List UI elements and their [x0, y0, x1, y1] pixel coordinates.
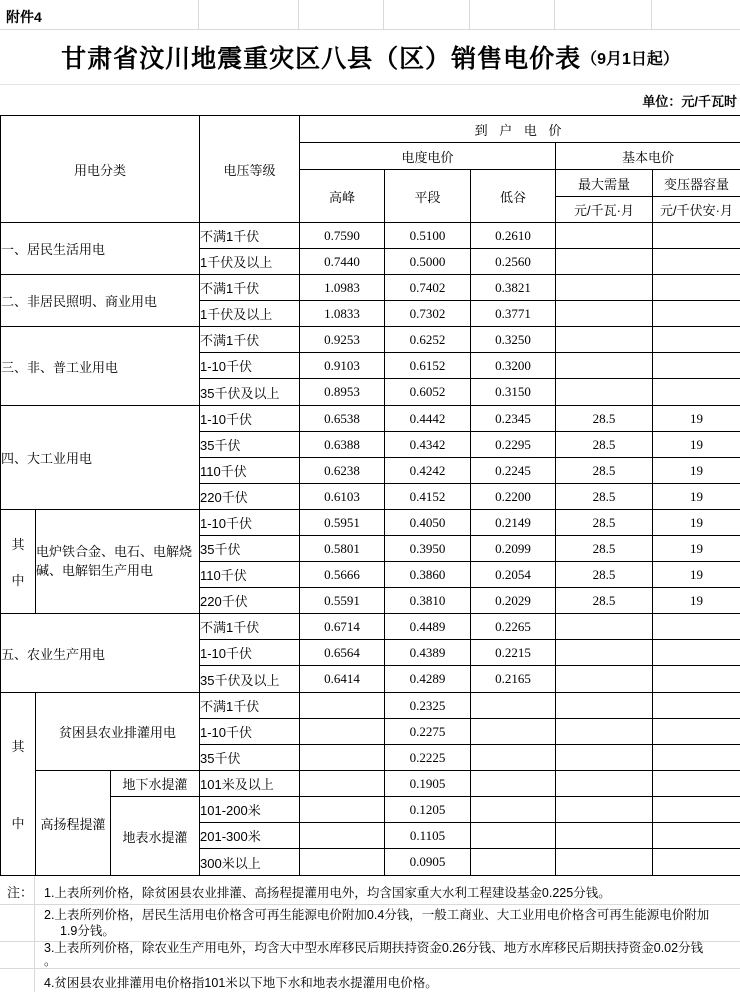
- capacity-cell: 19: [653, 432, 740, 458]
- price-peak-cell: [300, 771, 385, 797]
- price-peak-cell: 0.5801: [300, 536, 385, 562]
- price-flat-cell: 0.4489: [385, 614, 471, 640]
- price-valley-cell: 0.2054: [471, 562, 556, 588]
- price-peak-cell: [300, 823, 385, 849]
- price-flat-cell: 0.3810: [385, 588, 471, 614]
- header-peak: 高峰: [300, 170, 385, 223]
- header-max-demand: 最大需量: [556, 170, 653, 197]
- capacity-cell: [653, 771, 740, 797]
- empty-grid-cell: [384, 0, 470, 29]
- capacity-cell: 19: [653, 536, 740, 562]
- price-flat-cell: 0.2275: [385, 719, 471, 745]
- price-valley-cell: [471, 797, 556, 823]
- table-row: [1, 510, 740, 536]
- capacity-cell: [653, 719, 740, 745]
- table-row: [1, 771, 740, 797]
- demand-cell: [556, 771, 653, 797]
- demand-cell: [556, 666, 653, 693]
- voltage-cell: 35千伏及以上: [200, 666, 300, 693]
- price-flat-cell: 0.1105: [385, 823, 471, 849]
- capacity-cell: [653, 745, 740, 771]
- price-peak-cell: [300, 849, 385, 876]
- empty-grid-cell: [470, 0, 555, 29]
- capacity-cell: 19: [653, 510, 740, 536]
- price-peak-cell: 0.6414: [300, 666, 385, 693]
- demand-cell: [556, 275, 653, 301]
- category-electro-furnace: 电炉铁合金、电石、电解烧碱、电解铝生产用电: [36, 510, 200, 614]
- price-flat-cell: 0.5000: [385, 249, 471, 275]
- capacity-cell: [653, 249, 740, 275]
- voltage-cell: 35千伏: [200, 432, 300, 458]
- notes-section: [0, 876, 740, 992]
- demand-cell: [556, 693, 653, 719]
- price-peak-cell: [300, 693, 385, 719]
- price-peak-cell: 0.6388: [300, 432, 385, 458]
- price-valley-cell: [471, 719, 556, 745]
- header-voltage-level: 电压等级: [200, 116, 300, 223]
- qizhong-bottom: 中: [11, 573, 25, 588]
- table-row: [1, 327, 740, 353]
- price-valley-cell: 0.2165: [471, 666, 556, 693]
- price-valley-cell: 0.2149: [471, 510, 556, 536]
- price-valley-cell: 0.2215: [471, 640, 556, 666]
- note-row: [0, 876, 740, 904]
- top-grid-row: [0, 0, 740, 30]
- category-groundwater-lift: 地下水提灌: [111, 771, 200, 797]
- price-valley-cell: 0.2099: [471, 536, 556, 562]
- title-row: [0, 30, 740, 85]
- price-valley-cell: [471, 823, 556, 849]
- voltage-cell: 300米以上: [200, 849, 300, 876]
- qizhong-cell: [1, 693, 36, 876]
- price-valley-cell: 0.3821: [471, 275, 556, 301]
- header-max-demand-unit: 元/千瓦·月: [556, 197, 653, 223]
- demand-cell: [556, 640, 653, 666]
- capacity-cell: [653, 849, 740, 876]
- price-flat-cell: 0.2225: [385, 745, 471, 771]
- note-row: [0, 941, 740, 968]
- category-non-residential: 二、非居民照明、商业用电: [1, 275, 200, 327]
- demand-cell: [556, 823, 653, 849]
- page-title: 甘肃省汶川地震重灾区八县（区）销售电价表: [61, 45, 582, 73]
- empty-grid-cell: [555, 0, 652, 29]
- header-transformer-unit: 元/千伏安·月: [653, 197, 740, 223]
- price-flat-cell: 0.5100: [385, 223, 471, 249]
- table-row: [1, 223, 740, 249]
- capacity-cell: 19: [653, 562, 740, 588]
- price-peak-cell: 0.5951: [300, 510, 385, 536]
- voltage-cell: 不满1千伏: [200, 614, 300, 640]
- price-peak-cell: 0.6714: [300, 614, 385, 640]
- price-flat-cell: 0.4152: [385, 484, 471, 510]
- price-flat-cell: 0.6152: [385, 353, 471, 379]
- qizhong-bottom: 中: [11, 816, 25, 831]
- price-flat-cell: 0.4389: [385, 640, 471, 666]
- price-flat-cell: 0.6252: [385, 327, 471, 353]
- category-surface-water-lift: 地表水提灌: [111, 797, 200, 876]
- capacity-cell: 19: [653, 588, 740, 614]
- category-residential: 一、居民生活用电: [1, 223, 200, 275]
- demand-cell: 28.5: [556, 536, 653, 562]
- category-agricultural: 五、农业生产用电: [1, 614, 200, 693]
- demand-cell: [556, 353, 653, 379]
- qizhong-top: 其: [11, 537, 25, 552]
- header-transformer-capacity: 变压器容量: [653, 170, 740, 197]
- price-valley-cell: 0.3150: [471, 379, 556, 406]
- header-energy-price: 电度电价: [300, 143, 556, 170]
- table-row: [1, 797, 740, 823]
- capacity-cell: [653, 640, 740, 666]
- capacity-cell: [653, 614, 740, 640]
- voltage-cell: 101-200米: [200, 797, 300, 823]
- price-flat-cell: 0.4050: [385, 510, 471, 536]
- category-high-lift-irrigation: 高扬程提灌: [36, 771, 111, 876]
- note-3-line-1: 3.上表所列价格，除农业生产用电外，均含大中型水库移民后期扶持资金0.26分钱、地方水库移民后期扶持资金0.02分钱: [44, 941, 704, 955]
- demand-cell: 28.5: [556, 458, 653, 484]
- demand-cell: [556, 797, 653, 823]
- qizhong-top: 其: [11, 739, 25, 754]
- demand-cell: [556, 614, 653, 640]
- demand-cell: 28.5: [556, 562, 653, 588]
- price-peak-cell: 0.8953: [300, 379, 385, 406]
- price-peak-cell: 0.6564: [300, 640, 385, 666]
- demand-cell: 28.5: [556, 484, 653, 510]
- price-valley-cell: 0.2245: [471, 458, 556, 484]
- price-valley-cell: [471, 693, 556, 719]
- capacity-cell: [653, 823, 740, 849]
- unit-row: [0, 85, 740, 115]
- table-row: [1, 406, 740, 432]
- price-peak-cell: 0.6238: [300, 458, 385, 484]
- price-valley-cell: 0.2610: [471, 223, 556, 249]
- empty-grid-cell: [652, 0, 740, 29]
- price-flat-cell: 0.4442: [385, 406, 471, 432]
- voltage-cell: 1千伏及以上: [200, 301, 300, 327]
- price-flat-cell: 0.1905: [385, 771, 471, 797]
- voltage-cell: 不满1千伏: [200, 223, 300, 249]
- voltage-cell: 35千伏及以上: [200, 379, 300, 406]
- note-row: [0, 904, 740, 941]
- price-valley-cell: [471, 745, 556, 771]
- qizhong-cell: [1, 510, 36, 614]
- empty-grid-cell: [299, 0, 384, 29]
- voltage-cell: 不满1千伏: [200, 693, 300, 719]
- price-flat-cell: 0.3860: [385, 562, 471, 588]
- capacity-cell: [653, 301, 740, 327]
- attachment-label: 附件4: [0, 0, 199, 29]
- note-4: 4.贫困县农业排灌用电价格指101米以下地下水和地表水提灌用电价格。: [44, 976, 438, 990]
- price-flat-cell: 0.2325: [385, 693, 471, 719]
- demand-cell: [556, 223, 653, 249]
- header-usage-category: 用电分类: [1, 116, 200, 223]
- demand-cell: [556, 301, 653, 327]
- demand-cell: [556, 327, 653, 353]
- header-valley: 低谷: [471, 170, 556, 223]
- price-peak-cell: 0.6103: [300, 484, 385, 510]
- capacity-cell: [653, 693, 740, 719]
- voltage-cell: 1-10千伏: [200, 640, 300, 666]
- price-peak-cell: 0.9253: [300, 327, 385, 353]
- voltage-cell: 35千伏: [200, 536, 300, 562]
- note-2-line-2: 1.9分钱。: [60, 924, 115, 938]
- voltage-cell: 110千伏: [200, 562, 300, 588]
- price-peak-cell: [300, 797, 385, 823]
- price-valley-cell: 0.2265: [471, 614, 556, 640]
- demand-cell: 28.5: [556, 588, 653, 614]
- price-table: [0, 115, 740, 876]
- price-peak-cell: 0.5666: [300, 562, 385, 588]
- voltage-cell: 1-10千伏: [200, 353, 300, 379]
- price-flat-cell: 0.7302: [385, 301, 471, 327]
- voltage-cell: 101米及以上: [200, 771, 300, 797]
- voltage-cell: 不满1千伏: [200, 275, 300, 301]
- notes-label: 注：: [0, 876, 35, 904]
- voltage-cell: 110千伏: [200, 458, 300, 484]
- price-valley-cell: 0.2560: [471, 249, 556, 275]
- category-poor-county-irrigation: 贫困县农业排灌用电: [36, 693, 200, 771]
- price-valley-cell: 0.2345: [471, 406, 556, 432]
- table-row: [1, 275, 740, 301]
- note-row: [0, 968, 740, 992]
- capacity-cell: [653, 379, 740, 406]
- price-flat-cell: 0.6052: [385, 379, 471, 406]
- capacity-cell: [653, 327, 740, 353]
- note-2-line-1: 2.上表所列价格，居民生活用电价格含可再生能源电价附加0.4分钱，一般工商业、大工业用电价格含可再生能源电价附加: [44, 908, 710, 922]
- demand-cell: 28.5: [556, 432, 653, 458]
- voltage-cell: 不满1千伏: [200, 327, 300, 353]
- header-flat: 平段: [385, 170, 471, 223]
- price-valley-cell: 0.2200: [471, 484, 556, 510]
- price-peak-cell: 0.9103: [300, 353, 385, 379]
- price-valley-cell: [471, 771, 556, 797]
- capacity-cell: 19: [653, 484, 740, 510]
- page-title-suffix: （9月1日起）: [581, 50, 679, 68]
- capacity-cell: 19: [653, 458, 740, 484]
- demand-cell: [556, 719, 653, 745]
- voltage-cell: 35千伏: [200, 745, 300, 771]
- price-peak-cell: 0.7590: [300, 223, 385, 249]
- header-to-household-price: 到 户 电 价: [300, 116, 740, 143]
- empty-grid-cell: [199, 0, 299, 29]
- price-valley-cell: 0.2295: [471, 432, 556, 458]
- category-general-industrial: 三、非、普工业用电: [1, 327, 200, 406]
- voltage-cell: 1-10千伏: [200, 510, 300, 536]
- capacity-cell: [653, 666, 740, 693]
- capacity-cell: [653, 797, 740, 823]
- demand-cell: [556, 849, 653, 876]
- price-flat-cell: 0.0905: [385, 849, 471, 876]
- price-flat-cell: 0.4242: [385, 458, 471, 484]
- voltage-cell: 220千伏: [200, 588, 300, 614]
- capacity-cell: [653, 353, 740, 379]
- note-3-line-2: 。: [44, 954, 57, 968]
- voltage-cell: 201-300米: [200, 823, 300, 849]
- price-peak-cell: 0.5591: [300, 588, 385, 614]
- price-flat-cell: 0.3950: [385, 536, 471, 562]
- price-valley-cell: 0.3771: [471, 301, 556, 327]
- price-valley-cell: 0.2029: [471, 588, 556, 614]
- price-flat-cell: 0.1205: [385, 797, 471, 823]
- demand-cell: [556, 745, 653, 771]
- note-1: 1.上表所列价格，除贫困县农业排灌、高扬程提灌用电外，均含国家重大水利工程建设基金0.225分钱。: [44, 886, 611, 900]
- price-peak-cell: [300, 719, 385, 745]
- demand-cell: 28.5: [556, 510, 653, 536]
- price-peak-cell: [300, 745, 385, 771]
- capacity-cell: 19: [653, 406, 740, 432]
- price-peak-cell: 0.6538: [300, 406, 385, 432]
- price-valley-cell: 0.3250: [471, 327, 556, 353]
- demand-cell: [556, 249, 653, 275]
- voltage-cell: 1-10千伏: [200, 719, 300, 745]
- header-basic-price: 基本电价: [556, 143, 740, 170]
- header-row-1: [1, 116, 740, 143]
- capacity-cell: [653, 275, 740, 301]
- price-peak-cell: 1.0983: [300, 275, 385, 301]
- price-peak-cell: 1.0833: [300, 301, 385, 327]
- price-valley-cell: 0.3200: [471, 353, 556, 379]
- price-flat-cell: 0.7402: [385, 275, 471, 301]
- price-peak-cell: 0.7440: [300, 249, 385, 275]
- voltage-cell: 1千伏及以上: [200, 249, 300, 275]
- capacity-cell: [653, 223, 740, 249]
- voltage-cell: 220千伏: [200, 484, 300, 510]
- voltage-cell: 1-10千伏: [200, 406, 300, 432]
- price-flat-cell: 0.4342: [385, 432, 471, 458]
- table-row: [1, 614, 740, 640]
- unit-label: 单位：元/千瓦时: [642, 93, 737, 109]
- price-flat-cell: 0.4289: [385, 666, 471, 693]
- demand-cell: [556, 379, 653, 406]
- demand-cell: 28.5: [556, 406, 653, 432]
- table-row: [1, 693, 740, 719]
- price-valley-cell: [471, 849, 556, 876]
- category-large-industrial: 四、大工业用电: [1, 406, 200, 510]
